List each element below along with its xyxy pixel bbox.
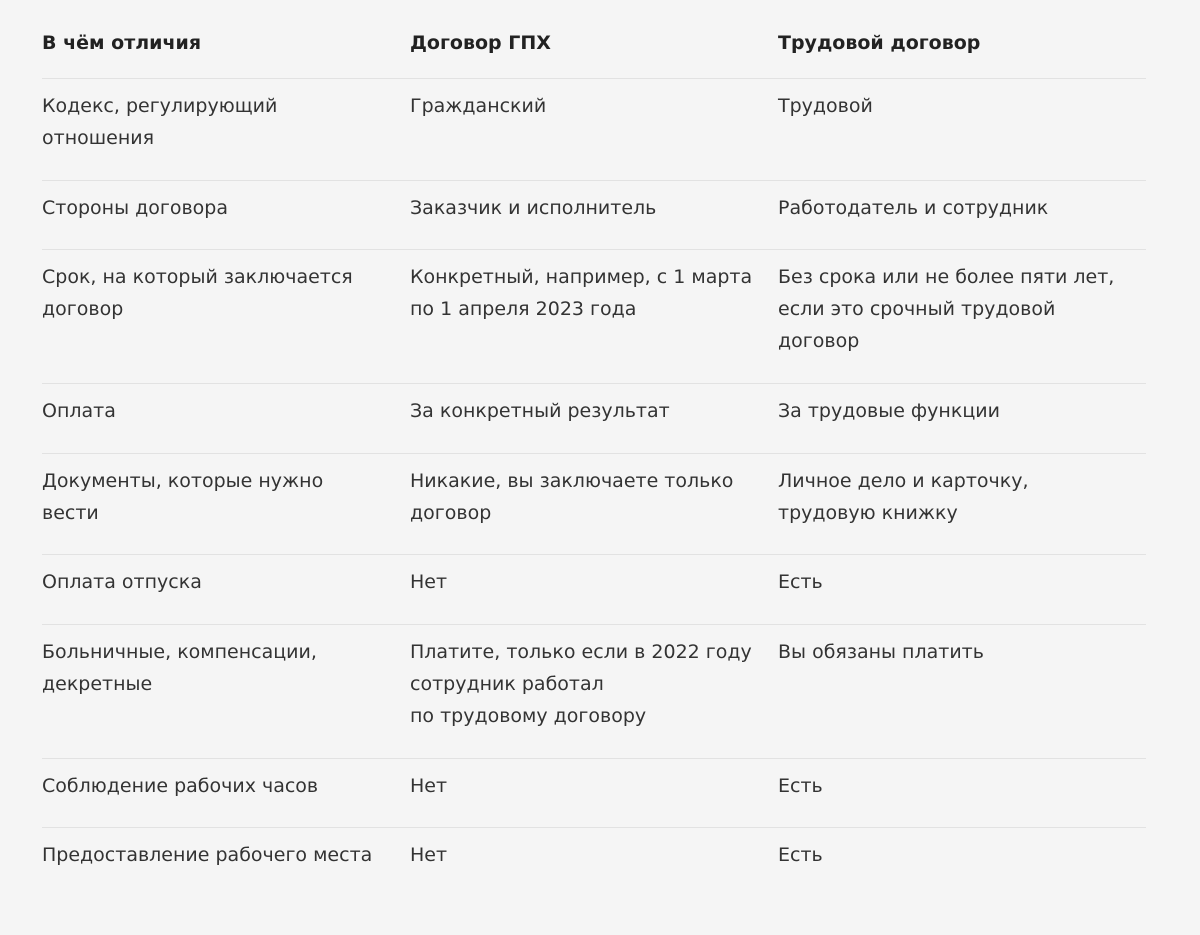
labor-value: За трудовые функции: [778, 400, 1000, 422]
gph-value: Никакие, вы заключаете только договор: [410, 470, 734, 524]
header-cell-differences: В чём отличия: [42, 32, 202, 54]
gph-value: Конкретный, например, с 1 марта по 1 апреля 2023 года: [410, 266, 753, 320]
gph-value: Нет: [410, 775, 448, 797]
labor-value: Работодатель и сотрудник: [778, 197, 1049, 219]
row-label: Документы, которые нужно вести: [42, 470, 324, 524]
gph-value: Платите, только если в 2022 году сотрудник работал по трудовому договору: [410, 641, 752, 727]
header-cell-labor: Трудовой договор: [778, 32, 981, 54]
table-row: [42, 250, 1146, 384]
labor-value: Трудовой: [778, 95, 873, 117]
labor-value: Есть: [778, 844, 823, 866]
gph-value: За конкретный результат: [410, 400, 670, 422]
gph-value: Заказчик и исполнитель: [410, 197, 657, 219]
table-row: [42, 759, 1146, 828]
row-label: Срок, на который заключается договор: [42, 266, 353, 320]
comparison-table: [42, 0, 1146, 898]
row-label: Оплата: [42, 400, 116, 422]
row-label: Оплата отпуска: [42, 571, 202, 593]
gph-value: Нет: [410, 844, 448, 866]
table-row: [42, 828, 1146, 898]
row-label: Больничные, компенсации, декретные: [42, 641, 317, 695]
labor-value: Личное дело и карточку, трудовую книжку: [778, 470, 1029, 524]
labor-value: Вы обязаны платить: [778, 641, 984, 663]
row-label: Стороны договора: [42, 197, 229, 219]
row-label: Предоставление рабочего места: [42, 844, 373, 866]
gph-value: Нет: [410, 571, 448, 593]
row-label: Кодекс, регулирующий отношения: [42, 95, 278, 149]
table-row: [42, 384, 1146, 454]
labor-value: Есть: [778, 775, 823, 797]
table-row: [42, 555, 1146, 625]
labor-value: Есть: [778, 571, 823, 593]
table-row: [42, 79, 1146, 181]
header-cell-gph: Договор ГПХ: [410, 32, 551, 54]
table-row: [42, 454, 1146, 555]
table-row: [42, 625, 1146, 759]
gph-value: Гражданский: [410, 95, 547, 117]
labor-value: Без срока или не более пяти лет, если это срочный трудовой договор: [778, 266, 1115, 352]
row-label: Соблюдение рабочих часов: [42, 775, 319, 797]
table-row: [42, 181, 1146, 250]
table-header-row: [42, 0, 1146, 79]
